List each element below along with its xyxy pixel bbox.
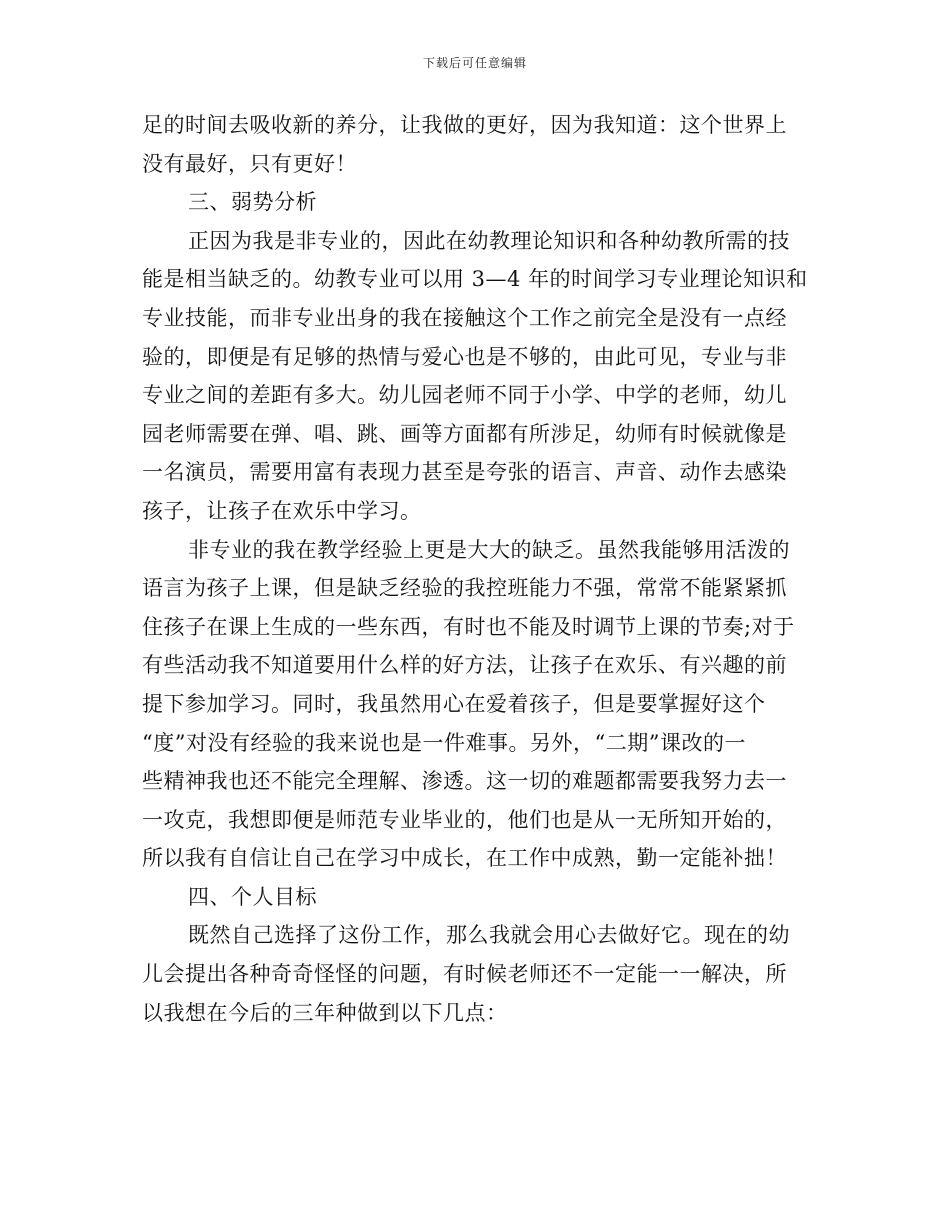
- text-line: 非专业的我在教学经验上更是大大的缺乏。虽然我能够用活泼的: [188, 537, 790, 562]
- text-line: 提下参加学习。同时，我虽然用心在爱着孩子，但是要掌握好这个: [142, 691, 766, 716]
- text-line: 三、弱势分析: [188, 190, 317, 215]
- text-line: 园老师需要在弹、唱、跳、画等方面都有所涉足，幼师有时候就像是: [142, 421, 787, 446]
- text-line: 既然自己选择了这份工作，那么我就会用心去做好它。现在的幼: [188, 923, 790, 948]
- text-line: 所以我有自信让自己在学习中成长，在工作中成熟，勤一定能补拙！: [142, 846, 787, 871]
- text-line: 四、个人目标: [188, 884, 317, 909]
- text-line: 以我想在今后的三年种做到以下几点：: [142, 1000, 508, 1025]
- text-line: 些精神我也还不能完全理解、渗透。这一切的难题都需要我努力去一: [142, 769, 787, 794]
- text-line: 能是相当缺乏的。幼教专业可以用 3—4 年的时间学习专业理论知识和: [142, 267, 808, 292]
- text-line: 孩子，让孩子在欢乐中学习。: [142, 498, 422, 523]
- text-line: 正因为我是非专业的，因此在幼教理论知识和各种幼教所需的技: [188, 228, 790, 253]
- text-line: 一名演员，需要用富有表现力甚至是夸张的语言、声音、动作去感染: [142, 460, 787, 485]
- text-line: “度”对没有经验的我来说也是一件难事。另外，“二期”课改的一: [142, 730, 746, 755]
- text-line: 验的，即便是有足够的热情与爱心也是不够的，由此可见，专业与非: [142, 344, 787, 369]
- text-line: 一攻克，我想即便是师范专业毕业的，他们也是从一无所知开始的，: [142, 807, 787, 832]
- text-line: 有些活动我不知道要用什么样的好方法，让孩子在欢乐、有兴趣的前: [142, 653, 787, 678]
- text-line: 儿会提出各种奇奇怪怪的问题，有时候老师还不一定能一一解决，所: [142, 962, 787, 987]
- text-line: 足的时间去吸收新的养分，让我做的更好，因为我知道：这个世界上: [142, 113, 787, 137]
- page-header: 下载后可任意编辑: [422, 56, 527, 70]
- text-line: 专业技能，而非专业出身的我在接触这个工作之前完全是没有一点经: [142, 305, 787, 330]
- text-line: 专业之间的差距有多大。幼儿园老师不同于小学、中学的老师，幼儿: [142, 383, 787, 408]
- body-text: [142, 106, 812, 1032]
- text-line: 语言为孩子上课，但是缺乏经验的我控班能力不强，常常不能紧紧抓: [142, 576, 787, 601]
- text-line: 没有最好，只有更好！: [142, 151, 357, 176]
- text-line: 住孩子在课上生成的一些东西，有时也不能及时调节上课的节奏;对于: [142, 614, 795, 639]
